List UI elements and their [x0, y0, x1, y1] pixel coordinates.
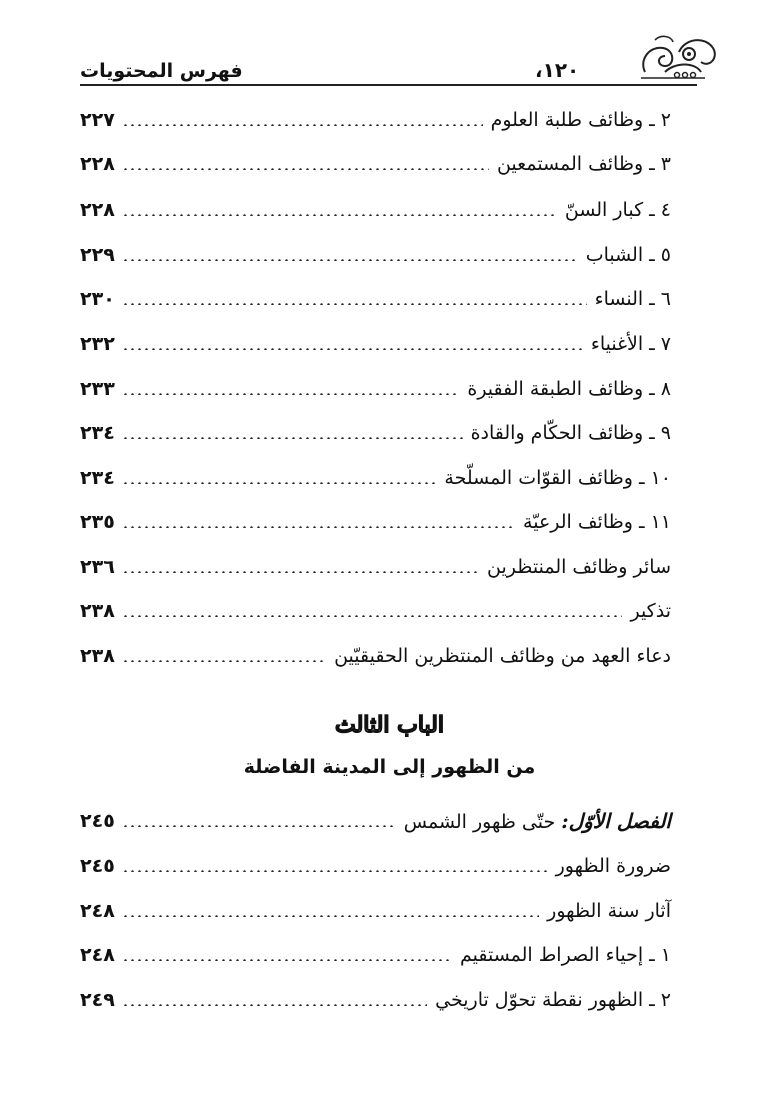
toc-entry-page: ٢٤٥: [80, 855, 115, 877]
toc-entry-page: ٢٢٧: [80, 109, 115, 131]
toc-entry: [80, 894, 671, 928]
leader-dots: [122, 214, 557, 216]
toc-entry: [80, 193, 671, 227]
leader-dots: [122, 571, 479, 573]
toc-entry-page: ٢٤٥: [80, 810, 115, 832]
toc-entry-title: ٨ ـ وظائف الطبقة الفقيرة: [467, 378, 671, 400]
toc-entry-page: ٢٣٥: [80, 511, 115, 533]
toc-entry-title: ٤ ـ كبار السنّ: [564, 199, 671, 221]
toc-entry: [80, 983, 671, 1017]
toc-entry: [80, 505, 671, 539]
leader-dots: [122, 615, 622, 617]
toc-entry-title: ٧ ـ الأغنياء: [590, 333, 671, 355]
toc-entry: [80, 550, 671, 584]
toc-entry: [80, 461, 671, 495]
toc-entry-page: ٢٣٤: [80, 422, 115, 444]
leader-dots: [122, 303, 587, 305]
section-label: الفصل الأوّل:: [561, 809, 671, 833]
toc-entry: [80, 327, 671, 361]
toc-entry: [80, 594, 671, 628]
toc-entry-page: ٢٣٢: [80, 333, 115, 355]
toc-entry-title: ١١ ـ وظائف الرعيّة: [523, 511, 671, 533]
toc-entry-title: ٢ ـ الظهور نقطة تحوّل تاريخي: [435, 989, 671, 1011]
ornament-icon: [635, 32, 719, 82]
toc-entry: [80, 103, 671, 137]
toc-entry-title: ٩ ـ وظائف الحكّام والقادة: [470, 422, 671, 444]
page-header: [80, 38, 697, 86]
leader-dots: [122, 482, 436, 484]
toc-entry: [80, 938, 671, 972]
toc-entry: [80, 416, 671, 450]
toc-entry-title: دعاء العهد من وظائف المنتظرين الحقيقيّين: [334, 645, 671, 667]
toc-entry-page: ٢٣٨: [80, 600, 115, 622]
toc-entry-page: ٢٤٨: [80, 900, 115, 922]
toc-entry-title: ١٠ ـ وظائف القوّات المسلّحة: [444, 467, 671, 489]
toc-entry-page: ٢٣٠: [80, 288, 115, 310]
leader-dots: [122, 437, 463, 439]
header-rule: [80, 84, 697, 86]
toc-entry-page: ٢٢٨: [80, 153, 115, 175]
toc-entry-title: ضرورة الظهور: [555, 855, 671, 877]
toc-entry: [80, 849, 671, 883]
toc-entry-page: ٢٣٦: [80, 556, 115, 578]
toc-entry-page: ٢٣٣: [80, 378, 115, 400]
leader-dots: [122, 660, 326, 662]
toc-entry: [80, 372, 671, 406]
toc-entry-title: سائر وظائف المنتظرين: [487, 556, 671, 578]
running-title: فهرس المحتويات: [80, 60, 243, 82]
toc-entry-page: ٢٣٨: [80, 645, 115, 667]
toc-entry-title: ٣ ـ وظائف المستمعين: [496, 153, 671, 175]
leader-dots: [122, 1004, 427, 1006]
section-title: حتّى ظهور الشمس: [403, 811, 556, 833]
toc-entry-page: ٢٤٩: [80, 989, 115, 1011]
toc-entry: [80, 282, 671, 316]
leader-dots: [122, 959, 452, 961]
toc-entry-page: ٢٢٩: [80, 244, 115, 266]
page-number: ،١٢٠: [535, 58, 580, 82]
toc-entry-page: ٢٤٨: [80, 944, 115, 966]
leader-dots: [122, 870, 548, 872]
leader-dots: [122, 259, 578, 261]
leader-dots: [122, 825, 396, 827]
leader-dots: [122, 348, 583, 350]
toc-entry: [80, 639, 671, 673]
toc-entry-title: آثار سنة الظهور: [547, 900, 671, 922]
leader-dots: [122, 393, 459, 395]
leader-dots: [122, 526, 515, 528]
leader-dots: [122, 915, 539, 917]
toc-entry-title: تذكير: [630, 600, 671, 622]
toc-entry: [80, 238, 671, 272]
toc-entry-title: ٢ ـ وظائف طلبة العلوم: [490, 109, 671, 131]
chapter-subtitle: من الظهور إلى المدينة الفاضلة: [243, 756, 536, 778]
toc-entry: [80, 147, 671, 181]
toc-entry-title: ٥ ـ الشباب: [585, 244, 671, 266]
toc-entry-page: ٢٣٤: [80, 467, 115, 489]
chapter-title: الباب الثالث: [335, 712, 444, 738]
toc-entry: [80, 804, 671, 838]
toc-entry-title: ٦ ـ النساء: [594, 288, 671, 310]
toc-entry-page: ٢٢٨: [80, 199, 115, 221]
leader-dots: [122, 168, 489, 170]
leader-dots: [122, 124, 483, 126]
toc-entry-title: ١ ـ إحياء الصراط المستقيم: [459, 944, 671, 966]
toc-entry-title: [400, 809, 671, 833]
